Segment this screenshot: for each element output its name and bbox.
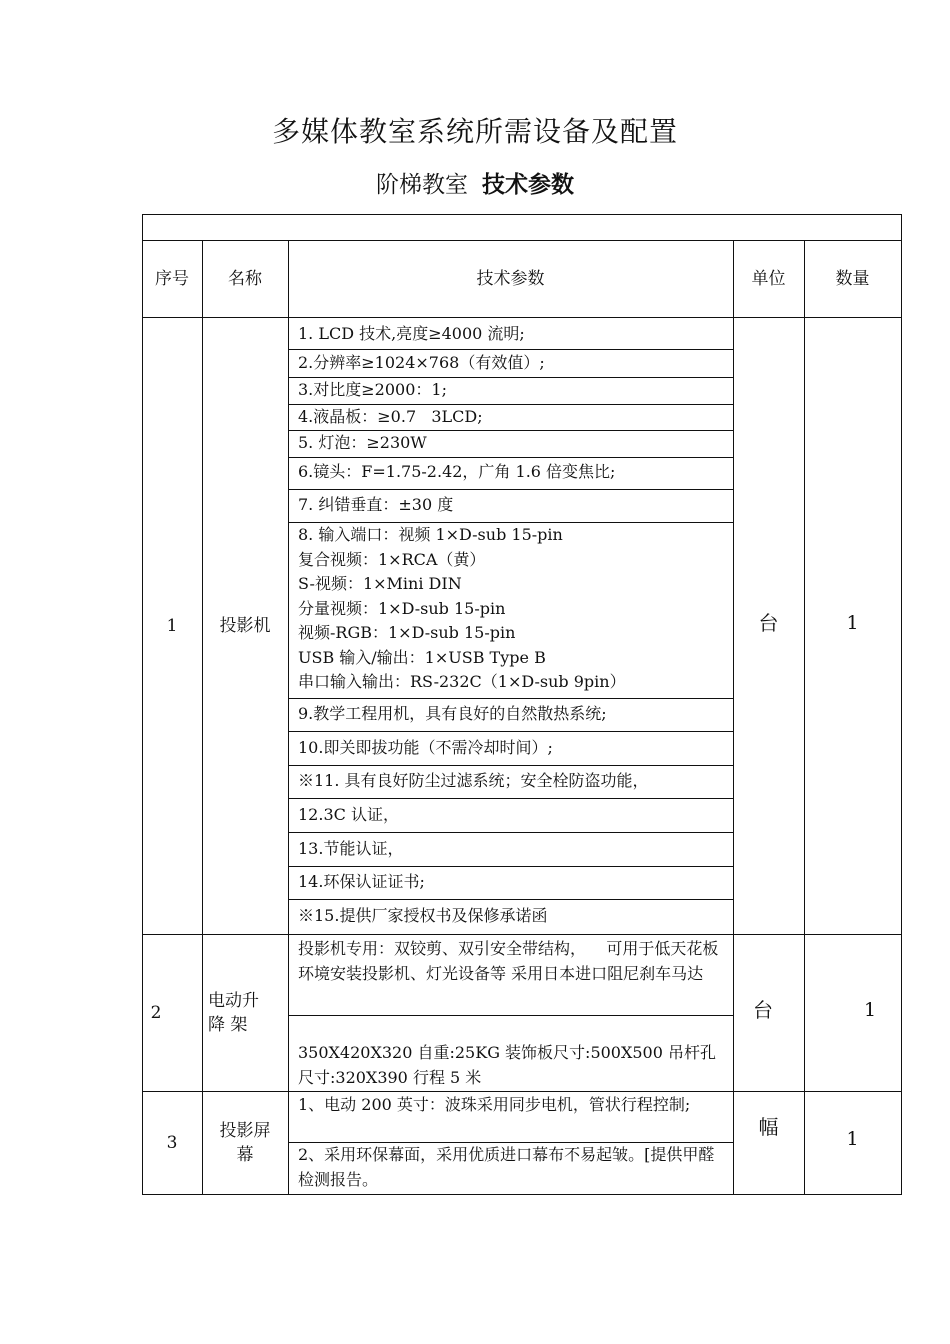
spec-item: 投影机专用：双铰剪、双引安全带结构， 可用于低天花板环境安装投影机、灯光设备等 采用日本进口阻尼刹车马达 [298,939,719,983]
page-title: 多媒体教室系统所需设备及配置 [271,115,678,148]
spec-item: 10.即关即拔功能（不需冷却时间）; [298,738,553,757]
spec-item: 2.分辨率≥1024×768（有效值）; [298,353,545,372]
row1-qty: 1 [846,612,859,634]
subtitle-normal: 阶梯教室 [376,172,468,198]
spec-item: 5. 灯泡：≥230W [298,433,427,452]
row3-qty: 1 [846,1128,859,1150]
spec-rule [288,698,733,699]
spec-item: 4.液晶板：≥0.7 3LCD; [298,407,483,426]
header-no: 序号 [155,269,189,289]
spec-item: 2、采用环保幕面，采用优质进口幕布不易起皱。[提供甲醛检测报告。 [298,1145,715,1189]
header-qty: 数量 [835,269,870,289]
row2-unit: 台 [753,998,773,1022]
row2-qty: 1 [863,999,877,1021]
row3-no: 3 [166,1133,178,1153]
table-bottom-border [142,1194,902,1195]
spec-rule [288,731,733,732]
spec-rule [288,349,733,350]
page-subtitle [0,166,950,199]
col-sep-2 [288,240,289,1195]
spec-item: 13.节能认证， [298,839,404,858]
spec-rule [288,765,733,766]
row2-no: 2 [150,1003,162,1023]
header-name: 名称 [228,269,262,289]
spec-rule [288,457,733,458]
header-spec: 技术参数 [476,269,545,289]
spec-item: 14.环保认证证书; [298,872,425,891]
spec-item: 8. 输入端口：视频 1×D-sub 15-pin 复合视频：1×RCA（黄） S-视频：1×Mini DIN 分量视频：1×D-sub 15-pin 视频-RGB：1×D-sub 15-pin USB 输入/输出：1×USB Type B 串口输入输出：RS-232C（1×D-sub 9pin） [298,525,626,691]
row3-unit: 幅 [758,1115,779,1139]
spec-item: ※15.提供厂家授权书及保修承诺函 [298,906,548,925]
spec-item: 9.教学工程用机，具有良好的自然散热系统; [298,704,607,723]
spec-item: 1. LCD 技术,亮度≥4000 流明; [298,324,525,343]
spec-rule [288,489,733,490]
spec-item: ※11. 具有良好防尘过滤系统；安全栓防盗功能， [298,771,649,790]
table-right-border [901,214,902,1195]
row2-name: 电动升 降 架 [208,991,259,1035]
header-unit: 单位 [751,269,786,289]
row1-unit: 台 [758,611,779,635]
spec-rule [288,1015,733,1016]
table-top-border [142,214,902,215]
spec-item: 6.镜头：F=1.75-2.42，广角 1.6 倍变焦比; [298,462,616,481]
row1-name: 投影机 [219,616,271,636]
row1-no: 1 [166,616,178,636]
row3-name: 投影屏 幕 [219,1121,271,1165]
spec-rule [288,899,733,900]
spec-rule [288,798,733,799]
spec-item: 350X420X320 自重:25KG 装饰板尺寸:500X500 吊杆孔尺寸:320X390 行程 5 米 [298,1043,717,1087]
spec-item: 7. 纠错垂直：±30 度 [298,495,454,514]
spec-item: 12.3C 认证， [298,805,399,824]
spec-rule [288,866,733,867]
spec-item: 1、电动 200 英寸：波珠采用同步电机，管状行程控制; [298,1095,691,1114]
spec-item: 3.对比度≥2000：1; [298,380,447,399]
subtitle-bold: 技术参数 [482,172,574,198]
spec-rule [288,832,733,833]
